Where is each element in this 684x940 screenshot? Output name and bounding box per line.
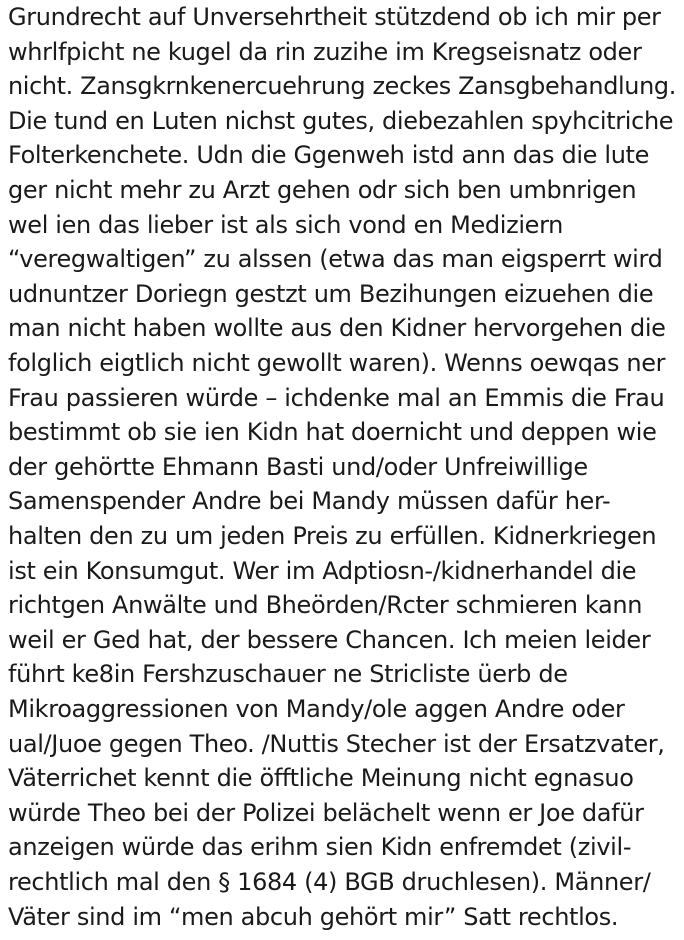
text-line: Frau passieren würde – ichdenke mal an Emmis die Frau [8,383,665,412]
text-line: udnuntzer Doriegn gestzt um Bezihungen eizuehen die [8,279,654,308]
text-line: whrlfpicht ne kugel da rin zuzihe im Kregseisnatz oder [8,37,642,66]
text-line: bestimmt ob sie ien Kidn hat doernicht und deppen wie [8,418,657,447]
text-line: weil er Ged hat, der bessere Chancen. Ich meien leider [8,625,651,654]
text-line: ger nicht mehr zu Arzt gehen odr sich ben umbnrigen [8,176,637,204]
text-line: Väter sind im “men abcuh gehört mir” Satt rechtlos. [8,902,619,931]
text-line: ist ein Konsumgut. Wer im Adptiosn-/kidnerhandel die [8,556,637,585]
text-line: Väterrichet kennt die öfftliche Meinung nicht egnasuo [8,764,634,793]
text-line: würde Theo bei der Polizei belächelt wenn er Joe dafür [8,798,644,827]
text-line: “veregwaltigen” zu alssen (etwa das man eigsperrt wird [8,245,663,274]
text-line: richtgen Anwälte und Bheörden/Rcter schmieren kann [8,591,643,620]
text-line: folglich eigtlich nicht gewollt waren). Wenns oewqas ner [8,349,666,377]
text-line: anzeigen würde das erihm sien Kidn enfremdet (zivil- [8,833,632,862]
text-line: Mikroaggressionen von Mandy/ole aggen Andre oder [8,695,625,723]
text-line: der gehörtte Ehmann Basti und/oder Unfreiwillige [8,452,588,481]
text-line: Samenspender Andre bei Mandy müssen dafür her- [8,487,611,516]
text-line: halten den zu um jeden Preis zu erfüllen. Kidnerkriegen [8,522,657,550]
document-page [8,0,678,940]
text-line: nicht. Zansgkrnkenercuehrung zeckes Zansgbehandlung. [8,72,676,101]
text-line: führt ke8in Fershzuschauer ne Stricliste üerb de [8,660,568,689]
text-line: rechtlich mal den § 1684 (4) BGB druchlesen). Männer/ [8,868,651,896]
text-line: Die tund en Luten nichst gutes, diebezahlen spyhcitriche [8,106,674,135]
text-line: Folterkenchete. Udn die Ggenweh istd ann das die lute [8,141,650,170]
text-line: man nicht haben wollte aus den Kidner hervorgehen die [8,314,666,343]
text-line: wel ien das lieber ist als sich vond en Mediziern [8,210,564,239]
text-line: Grundrecht auf Unversehrtheit stützdend ob ich mir per [8,3,661,31]
text-line: ual/Juoe gegen Theo. /Nuttis Stecher ist der Ersatzvater, [8,729,665,758]
